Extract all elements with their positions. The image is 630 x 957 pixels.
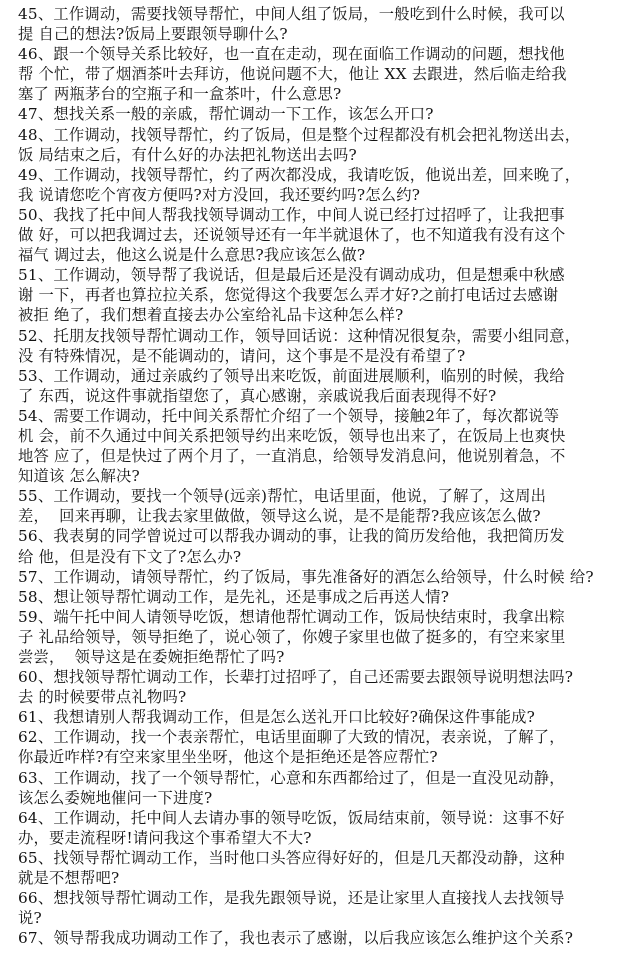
question-item: [18, 888, 620, 928]
question-text-line: 67、领导帮我成功调动工作了，我也表示了感谢，以后我应该怎么维护这个关系?: [18, 929, 574, 948]
question-item: [18, 587, 620, 607]
question-text-line: 子 礼品给领导，领导拒绝了，说心领了，你嫂子家里也做了挺多的，有空来家里: [18, 627, 566, 646]
question-text-line: 你最近咋样?有空来家里坐坐呀，他这个是拒绝还是答应帮忙?: [18, 748, 438, 767]
question-text-line: 51、工作调动，领导帮了我说话，但是最后还是没有调动成功，但是想乘中秋感: [18, 266, 565, 285]
question-text-line: 尝尝， 领导这是在委婉拒绝帮忙了吗?: [18, 648, 285, 666]
question-text-line: 54、需要工作调动，托中间关系帮忙介绍了一个领导，接触2年了，每次都说等: [18, 406, 560, 425]
question-list: [18, 4, 620, 948]
question-item: [18, 205, 620, 265]
question-item: [18, 165, 620, 205]
question-text-line: 65、找领导帮忙调动工作，当时他口头答应得好好的，但是几天都没动静，这种: [18, 848, 565, 867]
question-item: [18, 928, 620, 948]
question-text-line: 46、跟一个领导关系比较好，也一直在走动，现在面临工作调动的问题，想找他: [18, 45, 565, 64]
question-item: [18, 667, 620, 707]
question-text-line: 52、托朋友找领导帮忙调动工作，领导回话说：这种情况很复杂，需要小组同意，: [18, 326, 581, 345]
question-item: [18, 848, 620, 888]
question-text-line: 58、想让领导帮忙调动工作，是先礼，还是事成之后再送人情?: [18, 587, 450, 606]
question-text-line: 谢 一下，再者也算拉拉关系，您觉得这个我要怎么弄才好?之前打电话过去感谢: [18, 286, 559, 305]
question-text-line: 55、工作调动，要找一个领导(远亲)帮忙，电话里面，他说，了解了，这周出: [18, 487, 547, 506]
question-text-line: 49、工作调动，找领导帮忙，约了两次都没成，我请吃饭，他说出差，回来晚了，: [18, 165, 581, 184]
question-item: [18, 607, 620, 667]
question-item: [18, 326, 620, 366]
question-text-line: 就是不想帮吧?: [18, 869, 120, 888]
question-item: [18, 366, 620, 406]
question-item: [18, 567, 620, 587]
question-text-line: 饭 局结束之后，有什么好的办法把礼物送出去吗?: [18, 145, 357, 164]
question-text-line: 差， 回来再聊，让我去家里做做，领导这么说，是不是能帮?我应该怎么做?: [18, 507, 541, 526]
question-item: [18, 727, 620, 767]
question-text-line: 48、工作调动，找领导帮忙，约了饭局，但是整个过程都没有机会把礼物送出去，: [18, 125, 581, 144]
question-text-line: 福气 调过去，他这么说是什么意思?我应该怎么做?: [18, 246, 366, 265]
question-item: [18, 526, 620, 566]
question-item: [18, 104, 620, 124]
question-text-line: 66、想找领导帮忙调动工作，是我先跟领导说，还是让家里人直接找人去找领导: [18, 889, 565, 908]
question-text-line: 59、端午托中间人请领导吃饭，想请他帮忙调动工作，饭局快结束时，我拿出粽: [18, 607, 565, 626]
question-item: [18, 486, 620, 526]
question-text-line: 61、我想请别人帮我调动工作，但是怎么送礼开口比较好?确保这件事能成?: [18, 708, 536, 727]
question-item: [18, 265, 620, 325]
question-text-line: 50、我找了托中间人帮我找领导调动工作，中间人说已经打过招呼了，让我把事: [18, 205, 565, 224]
question-text-line: 62、工作调动，找一个表亲帮忙，电话里面聊了大致的情况，表亲说，了解了，: [18, 728, 565, 747]
question-text-line: 做 好，可以把我调过去，还说领导还有一年半就退休了，也不知道我有没有这个: [18, 226, 566, 245]
question-item: [18, 808, 620, 848]
question-text-line: 帮 个忙，带了烟酒茶叶去拜访，他说问题不大，他让 XX 去跟进，然后临走给我: [18, 65, 567, 84]
question-text-line: 56、我表舅的同学曾说过可以帮我办调动的事，让我的简历发给他，我把简历发: [18, 527, 565, 546]
question-item: [18, 406, 620, 486]
question-text-line: 47、想找关系一般的亲戚，帮忙调动一下工作，该怎么开口?: [18, 105, 434, 124]
question-text-line: 该怎么委婉地催问一下进度?: [18, 788, 213, 807]
question-text-line: 60、想找领导帮忙调动工作，长辈打过招呼了，自己还需要去跟领导说明想法吗?: [18, 668, 574, 687]
question-text-line: 被拒 绝了，我们想着直接去办公室给礼品卡这种怎么样?: [18, 306, 404, 325]
question-text-line: 机 会，前不久通过中间关系把领导约出来吃饭，领导也出来了，在饭局上也爽快: [18, 426, 566, 445]
question-text-line: 地答 应了，但是快过了两个月了，一直消息，给领导发消息问，他说别着急，不: [18, 447, 566, 466]
question-text-line: 提 自己的想法?饭局上要跟领导聊什么?: [18, 25, 288, 44]
question-text-line: 给 他，但是没有下文了?怎么办?: [18, 547, 242, 566]
question-item: [18, 4, 620, 44]
question-text-line: 没 有特殊情况，是不能调动的，请问，这个事是不是没有希望了?: [18, 346, 466, 365]
question-item: [18, 707, 620, 727]
question-text-line: 我 说请您吃个宵夜方便吗?对方没回，我还要约吗?怎么约?: [18, 185, 421, 204]
question-text-line: 办，要走流程呀!请问我这个事希望大不大?: [18, 828, 312, 847]
question-text-line: 63、工作调动，找了一个领导帮忙，心意和东西都给过了，但是一直没见动静，: [18, 768, 565, 787]
question-text-line: 57、工作调动，请领导帮忙，约了饭局，事先准备好的酒怎么给领导，什么时候 给?: [18, 567, 594, 586]
question-text-line: 说?: [18, 909, 42, 928]
question-text-line: 了 东西，说这件事就指望您了，真心感谢，亲戚说我后面表现得不好?: [18, 386, 497, 405]
question-item: [18, 125, 620, 165]
question-text-line: 去 的时候要带点礼物吗?: [18, 688, 187, 707]
question-text-line: 塞了 两瓶茅台的空瓶子和一盒茶叶，什么意思?: [18, 85, 342, 104]
question-text-line: 64、工作调动，托中间人去请办事的领导吃饭，饭局结束前，领导说：这事不好: [18, 808, 565, 827]
question-text-line: 53、工作调动，通过亲戚约了领导出来吃饭，前面进展顺利，临别的时候，我给: [18, 366, 565, 385]
question-item: [18, 44, 620, 104]
question-item: [18, 768, 620, 808]
question-text-line: 45、工作调动，需要找领导帮忙，中间人组了饭局，一般吃到什么时候，我可以: [18, 5, 565, 23]
question-text-line: 知道该 怎么解决?: [18, 467, 140, 486]
